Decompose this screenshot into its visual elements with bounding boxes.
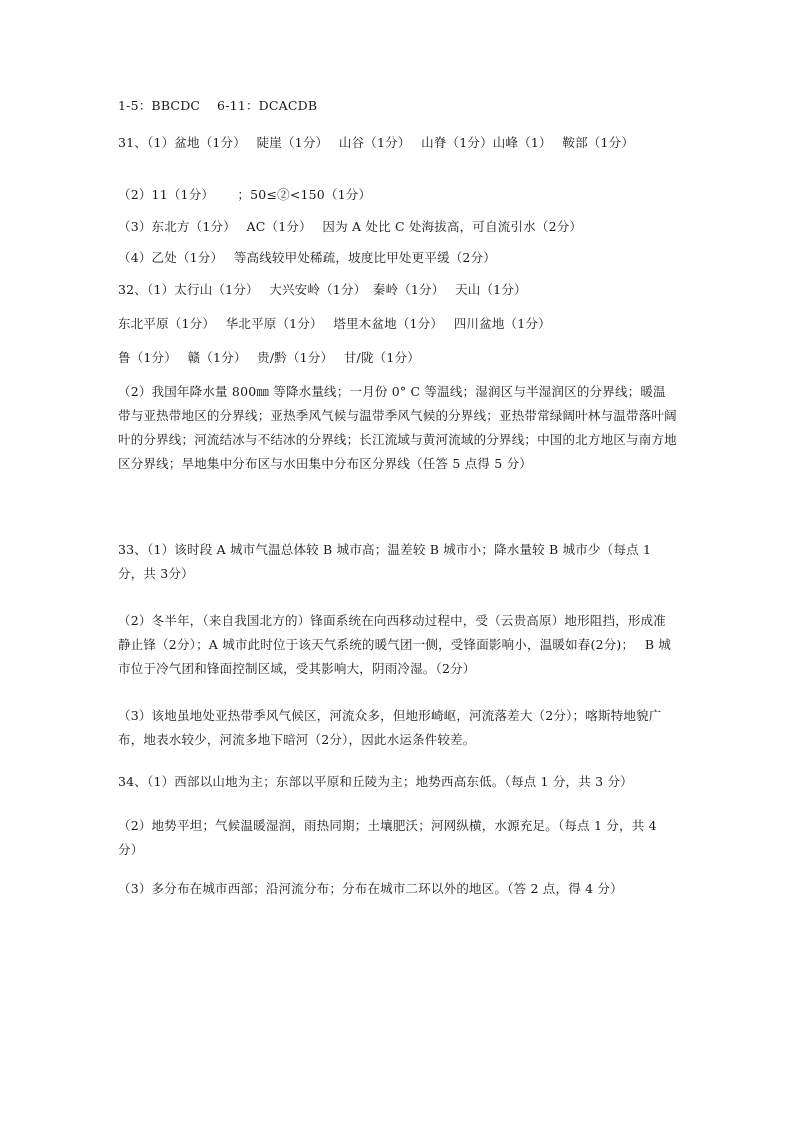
q33-part3: （3）该地虽地处亚热带季风气候区，河流众多，但地形崎岖，河流落差大（2分）；喀斯特地貌广布，地表水较少，河流多地下暗河（2分），因此水运条件较差。 (118, 708, 662, 747)
q31-part3: （3）东北方（1分） AC（1分） 因为 A 处比 C 处海拔高，可自流引水（2分） (118, 219, 583, 234)
q32-part1-abbreviations: 鲁（1分） 赣（1分） 贵/黔（1分） 甘/陇（1分） (118, 350, 420, 365)
q32-part1-mountains: 32、（1）太行山（1分） 大兴安岭（1分） 秦岭（1分） 天山（1分） (118, 282, 527, 297)
answers-1-11: 1-5：BBCDC 6-11：DCACDB (118, 98, 318, 113)
q33-part1: 33、（1）该时段 A 城市气温总体较 B 城市高；温差较 B 城市小；降水量较 B 城市少（每点 1 分，共 3分） (118, 542, 652, 581)
q33-part2: （2）冬半年，（来自我国北方的）锋面系统在向西移动过程中，受（云贵高原）地形阻挡，形成准静止锋（2分）；A 城市此时位于该天气系统的暖气团一侧，受锋面影响小，温暖如春(2分)； B 城市位于冷气团和锋面控制区域，受其影响大，阴雨冷湿。（2分） (118, 613, 672, 676)
q31-part2: （2）11（1分） ；50≤②<150（1分） (118, 187, 372, 202)
q34-part2: （2）地势平坦；气候温暖湿润，雨热同期；土壤肥沃；河网纵横，水源充足。（每点 1 分，共 4 分） (118, 818, 657, 857)
q31-part1: 31、（1）盆地（1分） 陡崖（1分） 山谷（1分） 山脊（1分）山峰（1） 鞍部（1分） (118, 135, 635, 150)
q32-part2: （2）我国年降水量 800㎜ 等降水量线；一月份 0° C 等温线；湿润区与半湿润区的分界线；暖温带与亚热带地区的分界线；亚热季风气候与温带季风气候的分界线；亚热带常绿阔叶林与温带落叶阔叶的分界线；河流结冰与不结冰的分界线；长江流域与黄河流域的分界线；中国的北方地区与南方地区分界线；旱地集中分布区与水田集中分布区分界线（任答 5 点得 5 分） (118, 384, 677, 471)
q34-part3: （3）多分布在城市西部；沿河流分布；分布在城市二环以外的地区。（答 2 点，得 4 分） (118, 881, 623, 896)
q34-part1: 34、（1）西部以山地为主；东部以平原和丘陵为主；地势西高东低。（每点 1 分，共 3 分） (118, 774, 633, 789)
q32-part1-plains: 东北平原（1分） 华北平原（1分） 塔里木盆地（1分） 四川盆地（1分） (118, 316, 551, 331)
q31-part4: （4）乙处（1分） 等高线较甲处稀疏，坡度比甲处更平缓（2分） (118, 250, 496, 265)
